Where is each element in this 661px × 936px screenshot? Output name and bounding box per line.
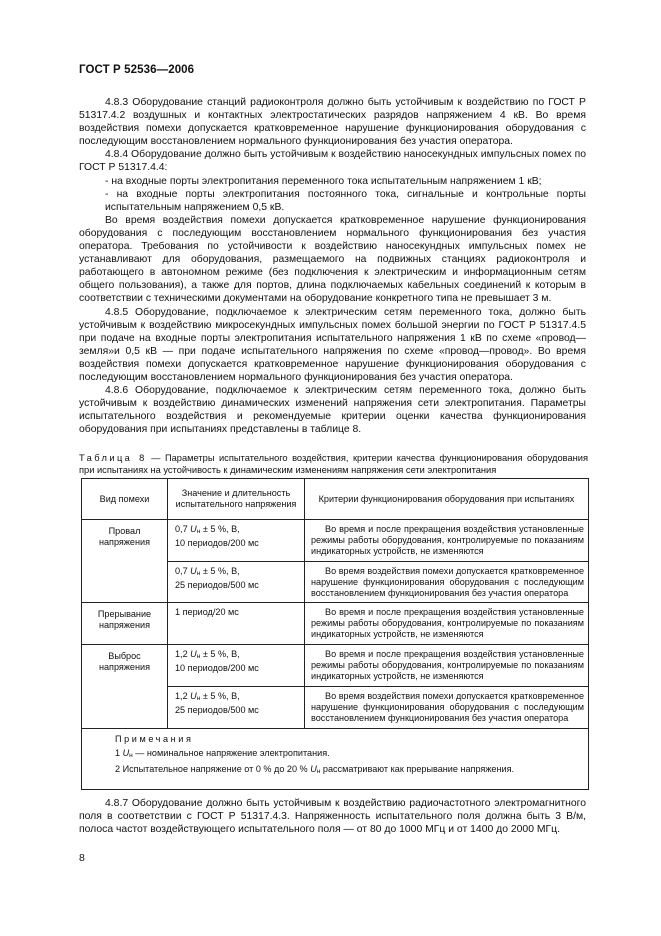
table-row [82,645,589,687]
table-caption [79,452,588,477]
table-caption-text: — Параметры испытательного воздействия, критерии качества функционирования оборудования при испытаниях на устойчивость к динамическим изменениям напряжения сети электропитания [79,453,588,476]
test-value: 1 период/20 мс [168,603,305,645]
test-value: 0,7 Uн ± 5 %, В, 10 периодов/200 мс [168,520,305,562]
column-header: Критерии функционирования оборудования при испытаниях [305,479,589,520]
disturbance-kind: Прерывание напряжения [82,603,168,645]
disturbance-kind: Выброс напряжения [82,645,168,728]
table-notes [82,728,589,790]
bullet-item: - на входные порты электропитания постоянного тока, сигнальные и контрольные порты испытательным напряжением 0,5 кВ. [105,188,586,213]
paragraph-4-8-4: 4.8.4 Оборудование должно быть устойчивым к воздействию наносекундных импульсных помех по ГОСТ Р 51317.4.4: [79,149,586,174]
criteria-cell: Во время воздействия помехи допускается кратковременное нарушение функционирования оборудования с последующим восстановлением функционирования без участия оператора [305,561,589,603]
table-8 [81,478,589,790]
note-2: 2 Испытательное напряжение от 0 % до 20 % Uн рассматривают как прерывание напряжения. [115,764,515,776]
column-header: Вид помехи [82,479,168,520]
note-1: 1 Uн — номинальное напряжение электропитания. [115,747,330,759]
criteria-cell: Во время и после прекращения воздействия установленные режимы работы оборудования, контролируемые по показаниям индикаторных устройств, не изменяются [305,520,589,562]
test-value: 1,2 Uн ± 5 %, В, 10 периодов/200 мс [168,645,305,687]
table-row [82,603,589,645]
criteria-cell: Во время и после прекращения воздействия установленные режимы работы оборудования, контролируемые по показаниям индикаторных устройств, не изменяются [305,645,589,687]
bullet-item: - на входные порты электропитания переменного тока испытательным напряжением 1 кВ; [105,175,542,187]
paragraph-4-8-3: 4.8.3 Оборудование станций радиоконтроля должно быть устойчивым к воздействию по ГОСТ Р 51317.4.2 воздушных и контактных электростатических разрядов напряжением 4 кВ. Во время воздействия помехи допускается кратковременное нарушение функционирования оборудования с последующим восстановлением нормального функционирования без участия оператора. [79,97,586,148]
page-number: 8 [79,852,85,864]
paragraph-4-8-6: 4.8.6 Оборудование, подключаемое к электрическим сетям переменного тока, должно быть устойчивым к воздействию динамических изменений напряжения сети электропитания. Параметры испытательного воздействия и рекомендуемые критерии оценки качества функционирования оборудования при испытаниях представлены в таблице 8. [79,385,586,436]
table-notes-row [82,728,589,790]
paragraph-4-8-7: 4.8.7 Оборудование должно быть устойчивым к воздействию радиочастотного электромагнитного поля в соответствии с ГОСТ Р 51317.4.3. Напряженность испытательного поля должна быть 3 В/м, полоса частот воздействующего испытательного поля — от 80 до 1000 МГц и от 1400 до 2000 МГц. [79,798,586,836]
notes-title: Примечания [115,733,194,744]
paragraph-4-8-4-cont: Во время воздействия помехи допускается кратковременное нарушение функционирования оборудования с последующим восстановлением нормального функционирования без участия оператора. Требования по устойчивости к воздействию наносекундных импульсных помех не устанавливают для оборудования, размещаемого на подвижных станциях радиоконтроля и работающего в автономном режиме (без подключения к электрическим и информационным сетям общего пользования), а также для портов, длина подключаемых кабельных соединений к которым в соответствии с техническими документами на оборудование конкретного типа не превышает 3 м. [79,214,586,305]
criteria-cell: Во время и после прекращения воздействия установленные режимы работы оборудования, контролируемые по показаниям индикаторных устройств, не изменяются [305,603,589,645]
column-header: Значение и длительность испытательного напряжения [168,479,305,520]
document-header: ГОСТ Р 52536—2006 [79,64,195,76]
disturbance-kind: Провал напряжения [82,520,168,603]
test-value: 1,2 Uн ± 5 %, В, 25 периодов/500 мс [168,686,305,728]
table-row [82,520,589,562]
criteria-cell: Во время воздействия помехи допускается кратковременное нарушение функционирования оборудования с последующим восстановлением функционирования без участия оператора [305,686,589,728]
main-text [79,96,586,436]
table-header-row [82,479,589,520]
test-value: 0,7 Uн ± 5 %, В, 25 периодов/500 мс [168,561,305,603]
paragraph-4-8-5: 4.8.5 Оборудование, подключаемое к электрическим сетям переменного тока, должно быть устойчивым к воздействию микросекундных импульсных помех большой энергии по ГОСТ Р 51317.4.5 при подаче на входные порты электропитания испытательного напряжения 1 кВ по схеме «провод—земля»и 0,5 кВ — при подаче испытательного напряжения по схеме «провод—провод». Во время воздействия помехи допускается кратковременное нарушение функционирования оборудования с последующим восстановлением нормального функционирования без участия оператора. [79,306,586,383]
table-caption-label: Таблица 8 [79,453,147,463]
paragraph-4-8-7-block [79,797,586,836]
